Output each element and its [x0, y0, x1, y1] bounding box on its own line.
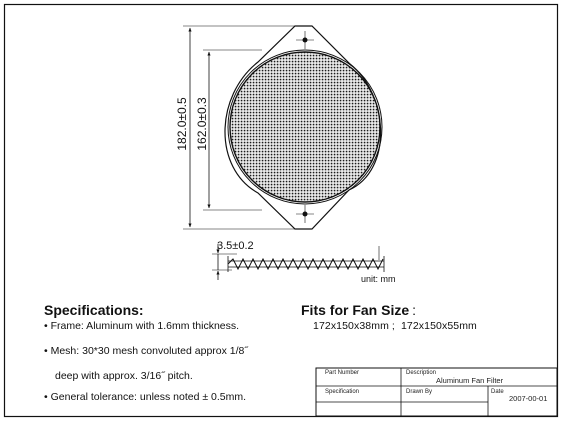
part-number-label: Part Number: [325, 370, 360, 376]
spec-item: • General tolerance: unless noted ± 0.5mm.: [44, 391, 247, 403]
filter-mesh: [230, 52, 380, 202]
dimension-outer-label: 182.0±0.5: [175, 97, 189, 151]
date-value: 2007-00-01: [509, 394, 548, 403]
dimension-inner-label: 162.0±0.3: [195, 97, 209, 151]
description-value: Aluminum Fan Filter: [436, 376, 504, 385]
date-label: Date: [491, 389, 504, 395]
spec-item: • Mesh: 30*30 mesh convoluted approx 1/8˝: [44, 345, 248, 357]
dimension-thickness-label: 3.5±0.2: [217, 240, 254, 252]
fan-size-values: 172x150x38mm ; 172x150x55mm: [313, 320, 477, 332]
spec-item: • Frame: Aluminum with 1.6mm thickness.: [44, 320, 240, 332]
specifications-title: Specifications:: [44, 302, 144, 318]
drawn-by-label: Drawn By: [406, 389, 433, 395]
unit-label: unit: mm: [361, 274, 396, 284]
specification-label: Specification: [325, 389, 360, 395]
fan-size-title: Fits for Fan Size :: [301, 302, 417, 318]
description-label: Description: [406, 370, 437, 376]
spec-item-continued: deep with approx. 3/16˝ pitch.: [55, 370, 193, 382]
